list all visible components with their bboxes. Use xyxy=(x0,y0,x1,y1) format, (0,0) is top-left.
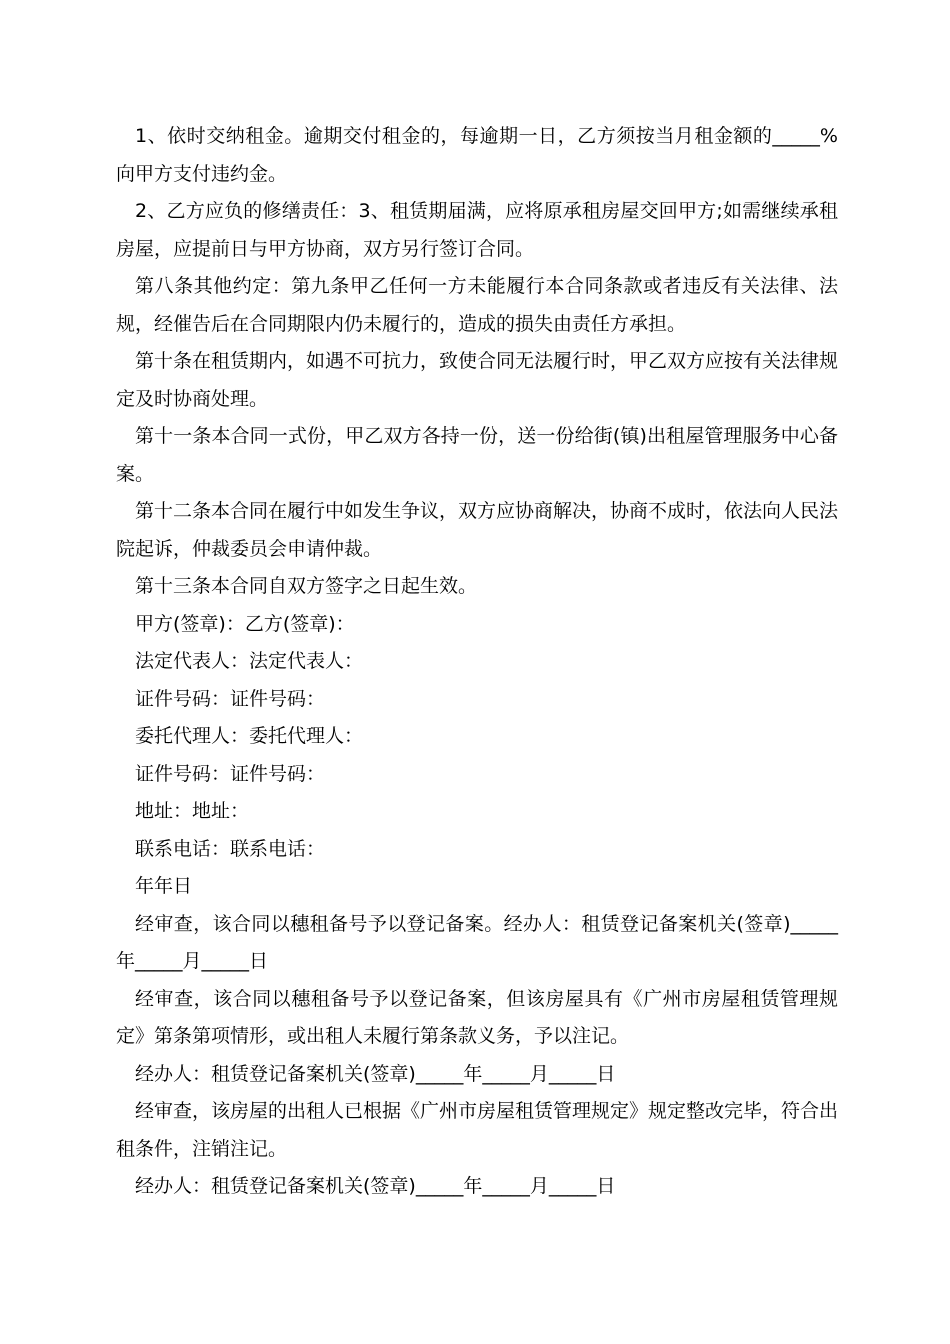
handler-signature-line-2: 经办人：租赁登记备案机关(签章)_____年_____月_____日 xyxy=(135,1175,616,1197)
review-registration-note: 经审查，该合同以穗租备号予以登记备案。经办人：租赁登记备案机关(签章)_____年_____月_____日 xyxy=(116,912,838,972)
clause-rent-payment: 1、依时交纳租金。逾期交付租金的，每逾期一日，乙方须按当月租金额的_____%向甲方支付违约金。 xyxy=(116,125,838,185)
review-annotation-note: 经审查，该合同以穗租备号予以登记备案，但该房屋具有《广州市房屋租赁管理规定》第条第项情形，或出租人未履行第条款义务，予以注记。 xyxy=(116,987,838,1047)
document-page xyxy=(116,118,838,1206)
clause-article-11: 第十一条本合同一式份，甲乙双方各持一份，送一份给街(镇)出租屋管理服务中心备案。 xyxy=(116,425,838,485)
clause-repair-responsibility: 2、乙方应负的修缮责任：3、租赁期届满，应将原承租房屋交回甲方;如需继续承租房屋，应提前日与甲方协商，双方另行签订合同。 xyxy=(116,200,838,260)
agent-id-number-line: 证件号码：证件号码： xyxy=(135,762,326,785)
id-number-line: 证件号码：证件号码： xyxy=(135,687,326,710)
phone-line: 联系电话：联系电话： xyxy=(135,837,326,860)
clause-article-13: 第十三条本合同自双方签字之日起生效。 xyxy=(135,575,478,597)
agent-line: 委托代理人：委托代理人： xyxy=(135,725,364,747)
clause-article-12: 第十二条本合同在履行中如发生争议，双方应协商解决，协商不成时，依法向人民法院起诉，仲裁委员会申请仲裁。 xyxy=(116,500,839,560)
address-line: 地址：地址： xyxy=(135,800,250,822)
clause-article-8-9: 第八条其他约定：第九条甲乙任何一方未能履行本合同条款或者违反有关法律、法规，经催告后在合同期限内仍未履行的，造成的损失由责任方承担。 xyxy=(116,275,838,335)
handler-signature-line-1: 经办人：租赁登记备案机关(签章)_____年_____月_____日 xyxy=(135,1062,616,1085)
clause-article-10: 第十条在租赁期内，如遇不可抗力，致使合同无法履行时，甲乙双方应按有关法律规定及时协商处理。 xyxy=(116,350,839,410)
review-cancellation-note: 经审查，该房屋的出租人已根据《广州市房屋租赁管理规定》规定整改完毕，符合出租条件，注销注记。 xyxy=(116,1100,839,1160)
signature-party-line: 甲方(签章)：乙方(签章)： xyxy=(135,612,355,635)
legal-representative-line: 法定代表人：法定代表人： xyxy=(135,650,364,672)
date-line: 年年日 xyxy=(135,875,193,897)
